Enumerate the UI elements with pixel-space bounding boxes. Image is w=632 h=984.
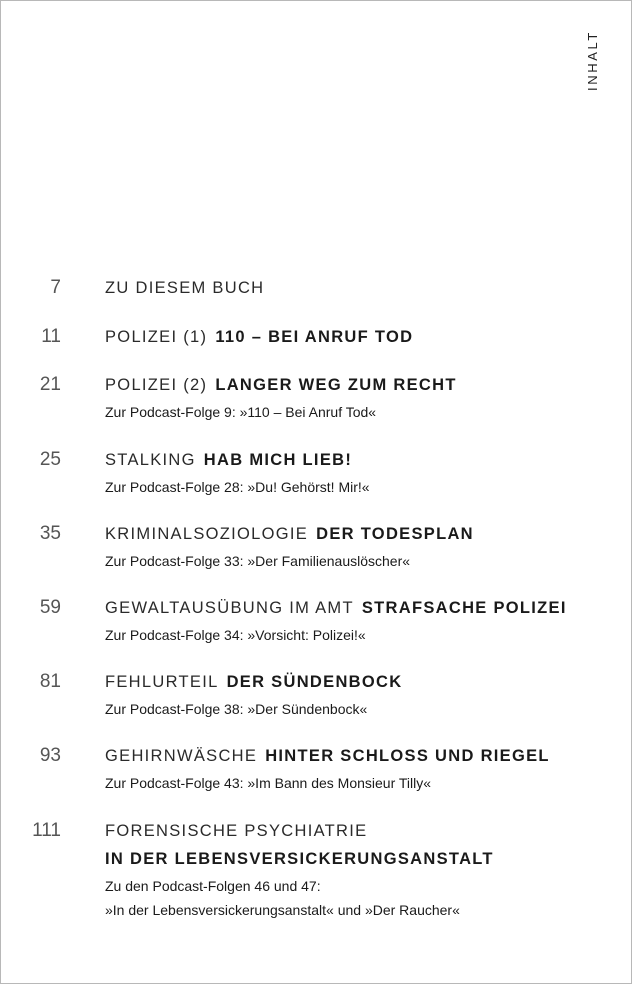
toc-category: KRIMINALSOZIOLOGIE	[105, 525, 309, 543]
toc-title: STRAFSACHE POLIZEI	[361, 599, 567, 617]
toc-title: DER TODESPLAN	[316, 525, 474, 543]
toc-podcast-reference: Zu den Podcast-Folgen 46 und 47:	[105, 878, 321, 894]
toc-podcast-reference: Zur Podcast-Folge 38: »Der Sündenbock«	[105, 701, 368, 717]
toc-page-number: 93	[39, 745, 61, 766]
side-label-text: INHALT	[584, 29, 600, 91]
toc-page-number: 25	[39, 449, 61, 470]
side-section-label	[577, 25, 607, 95]
toc-entry-content	[105, 374, 585, 422]
toc-entry-content	[105, 449, 585, 497]
toc-page-number: 111	[32, 820, 61, 841]
toc-title: HINTER SCHLOSS UND RIEGEL	[265, 747, 550, 765]
toc-category: GEHIRNWÄSCHE	[105, 747, 258, 765]
toc-entry-content	[105, 820, 585, 920]
toc-entry-content	[105, 597, 585, 645]
toc-title: IN DER LEBENSVERSICKERUNGSANSTALT	[105, 850, 494, 868]
toc-entry-content	[105, 326, 585, 348]
toc-page-number: 7	[50, 277, 61, 298]
toc-title-line	[105, 326, 585, 348]
toc-page-number: 21	[39, 374, 61, 395]
toc-title: DER SÜNDENBOCK	[226, 673, 403, 691]
toc-page-number: 11	[41, 326, 61, 347]
toc-entry-content	[105, 277, 585, 299]
toc-category: FEHLURTEIL	[105, 673, 219, 691]
toc-page-number: 35	[39, 523, 61, 544]
toc-title-line	[105, 277, 585, 299]
toc-entry-content	[105, 745, 585, 793]
toc-title: HAB MICH LIEB!	[203, 451, 353, 469]
toc-category: POLIZEI (2)	[105, 376, 208, 394]
toc-podcast-reference: Zur Podcast-Folge 28: »Du! Gehörst! Mir!«	[105, 479, 370, 495]
toc-podcast-reference: Zur Podcast-Folge 33: »Der Familienauslöscher«	[105, 553, 411, 569]
toc-title: LANGER WEG ZUM RECHT	[215, 376, 457, 394]
toc-category: GEWALTAUSÜBUNG IM AMT	[105, 599, 354, 617]
toc-podcast-reference: Zur Podcast-Folge 9: »110 – Bei Anruf Tod«	[105, 404, 377, 420]
toc-podcast-reference-titles: »In der Lebensversickerungsanstalt« und »Der Raucher«	[105, 902, 460, 918]
toc-category: STALKING	[105, 451, 196, 469]
toc-category: FORENSISCHE PSYCHIATRIE	[105, 822, 368, 840]
toc-title: 110 – BEI ANRUF TOD	[215, 328, 414, 346]
toc-title-line	[105, 745, 585, 767]
toc-podcast-reference: Zur Podcast-Folge 43: »Im Bann des Monsieur Tilly«	[105, 775, 432, 791]
toc-title-line	[105, 820, 585, 870]
toc-title-line	[105, 449, 585, 471]
toc-entry-content	[105, 671, 585, 719]
toc-title-line	[105, 523, 585, 545]
toc-entry-content	[105, 523, 585, 571]
toc-page-number: 81	[39, 671, 61, 692]
toc-category: ZU DIESEM BUCH	[105, 279, 265, 297]
toc-category: POLIZEI (1)	[105, 328, 208, 346]
toc-title-line	[105, 671, 585, 693]
toc-title-line	[105, 374, 585, 396]
toc-podcast-reference: Zur Podcast-Folge 34: »Vorsicht: Polizei!«	[105, 627, 366, 643]
toc-title-line	[105, 597, 585, 619]
toc-page-number: 59	[39, 597, 61, 618]
